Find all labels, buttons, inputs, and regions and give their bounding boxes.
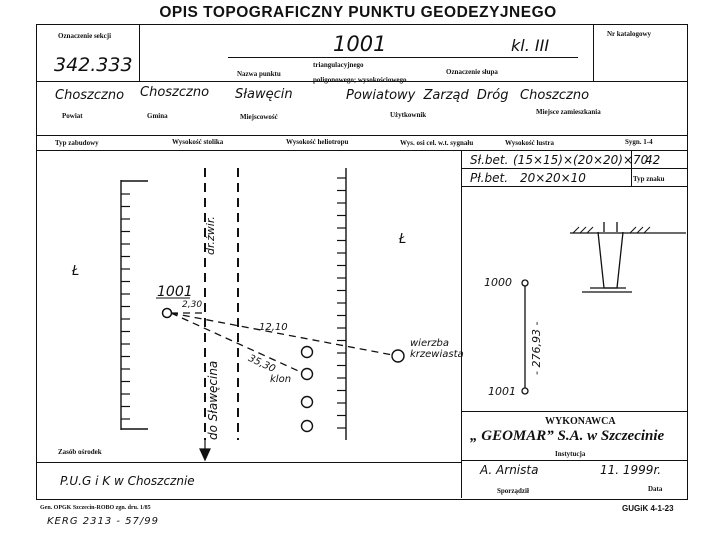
col-sygn: Sygn. 1-4 [625, 138, 653, 146]
col-wysokosc-lustra: Wysokość lustra [505, 139, 554, 147]
contractor-label: WYKONAWCA [545, 416, 616, 427]
spec-line1-label: Sł.bet. [470, 153, 509, 167]
road-direction-arrow [200, 440, 210, 460]
spec-line2-value: 20×20×10 [520, 171, 586, 185]
road-destination: do Sławęcina [206, 360, 220, 440]
willow-tree [392, 350, 404, 362]
signature-date: 11. 1999r. [600, 463, 662, 477]
point-class: kl. III [511, 36, 550, 55]
point-type-top: triangulacyjnego [313, 61, 364, 69]
gmina-value: Choszczno [140, 85, 210, 100]
miejscowosc-value: Sławęcin [235, 87, 293, 102]
institution-label: Instytucja [555, 450, 586, 458]
arable-right-label: Ł [399, 232, 407, 247]
author-signature: A. Arnista [480, 463, 539, 477]
distance-2: 12,10 [259, 322, 288, 333]
tree-label: klon [270, 374, 292, 385]
point-number: 1001 [333, 32, 387, 56]
point-label: 1001 [157, 284, 193, 300]
profile-bottom-label: 1001 [488, 385, 516, 398]
col-wysokosc-heliotropu: Wysokość heliotropu [286, 138, 349, 146]
col-wysokosc-stolika: Wysokość stolika [172, 138, 224, 146]
document-number: KERG 2313 - 57/99 [47, 516, 159, 527]
tree-row [302, 347, 313, 432]
powiat-label: Powiat [62, 112, 83, 120]
gmina-label: Gmina [147, 112, 168, 120]
point-type-bottom: poligonowego; wysokościowego [313, 76, 407, 84]
authority-label: Zasób ośrodek [58, 448, 102, 456]
spec-line2-type: Typ znaku [633, 175, 665, 183]
distance-1: 2,30 [182, 300, 203, 310]
date-label: Data [648, 485, 663, 493]
authority-divider [36, 462, 461, 463]
contractor-name: „ GEOMAR” S.A. w Szczecinie [470, 428, 665, 444]
point-name-label: Nazwa punktu [237, 70, 281, 78]
profile-top-label: 1000 [484, 276, 512, 289]
survey-point-1001 [163, 309, 172, 318]
col-wys-sygnalu: Wys. osi cel. w.t. sygnału [400, 139, 474, 147]
uzytkownik-label: Użytkownik [390, 111, 427, 119]
zamieszkania-label: Miejsce zamieszkania [536, 108, 601, 116]
profile-distance: - 276,93 - [530, 321, 543, 375]
section-value: 342.333 [54, 54, 133, 76]
author-label: Sporządził [497, 487, 529, 495]
left-field-boundary [121, 180, 148, 430]
institution-divider [461, 460, 688, 461]
zamieszkania-value: Choszczno [520, 88, 590, 103]
spec-line2-label: Pł.bet. [470, 171, 509, 185]
section-label: Oznaczenie sekcji [58, 32, 112, 40]
spec-line1-num: 42 [645, 153, 661, 167]
hatch-marks [573, 227, 650, 233]
col-typ-zabudowy: Typ zabudowy [55, 139, 99, 147]
document-title: OPIS TOPOGRAFICZNY PUNKTU GEODEZYJNEGO [159, 4, 557, 21]
spec-line1-value: (15×15)×(20×20)×70 [513, 153, 649, 167]
authority-value: P.U.G i K w Choszcznie [60, 474, 195, 488]
willow-label: wierzba krzewiasta [410, 338, 464, 360]
profile-line [522, 280, 528, 394]
pole-label: Oznaczenie słupa [446, 68, 498, 76]
arable-left-label: Ł [72, 264, 80, 279]
form-number: GUGiK 4-1-23 [622, 504, 674, 513]
catalog-label: Nr katalogowy [607, 30, 652, 38]
uzytkownik-value: Powiatowy Zarząd Dróg [346, 88, 509, 103]
distance-3: 35,30 [246, 353, 277, 376]
road-label: dr.żwir. [204, 216, 217, 255]
miejscowosc-label: Miejscowość [240, 113, 278, 121]
form-code: Gen. OPGK Szczecin-ROBO zgn. dru. 1/85 [40, 505, 151, 511]
powiat-value: Choszczno [55, 88, 125, 103]
